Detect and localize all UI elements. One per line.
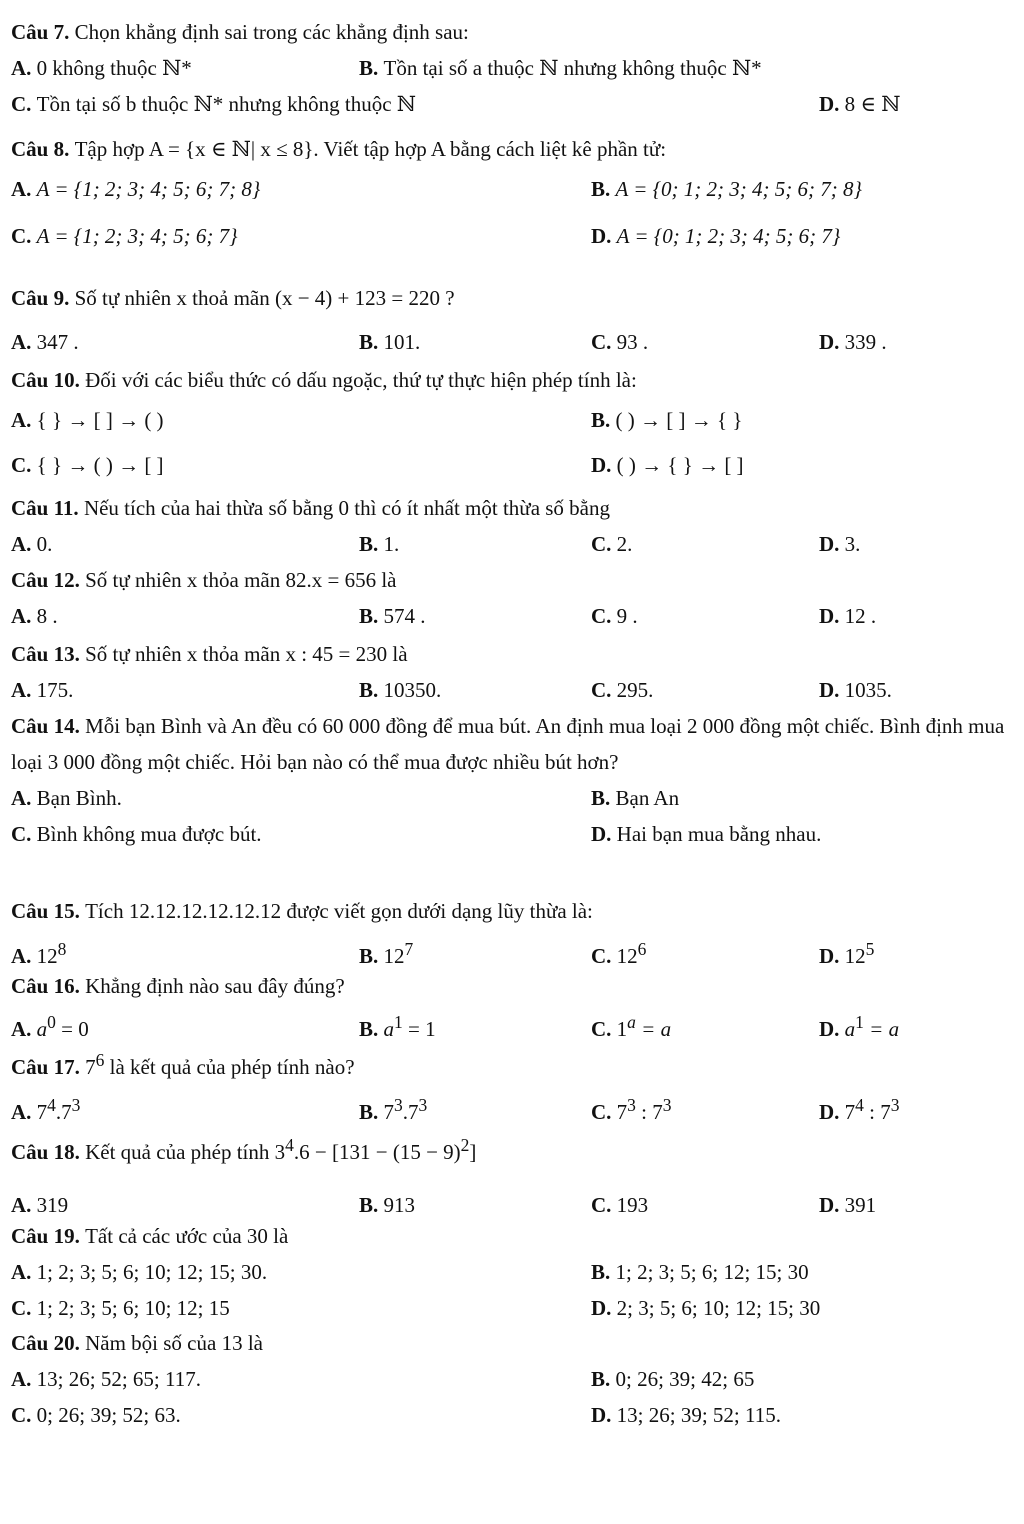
options-row	[11, 50, 1010, 86]
question-19-text	[11, 1218, 1010, 1254]
options-row	[11, 931, 1010, 967]
power-base: 7	[880, 1100, 891, 1124]
power-base: 7	[616, 1100, 628, 1124]
power-exponent: 6	[637, 939, 647, 959]
option-c[interactable]	[591, 324, 648, 360]
option-text: 0 không thuộc ℕ*	[36, 56, 192, 80]
option-c[interactable]	[591, 526, 632, 562]
option-letter: B.	[359, 330, 379, 354]
option-d[interactable]	[591, 1397, 781, 1433]
power-base: 12	[616, 944, 638, 968]
option-letter: A.	[11, 1100, 32, 1124]
option-c[interactable]	[11, 447, 164, 483]
option-text: A = {1; 2; 3; 4; 5; 6; 7}	[36, 224, 238, 248]
option-c[interactable]	[11, 218, 238, 254]
option-letter: D.	[819, 1193, 840, 1217]
power-base: a	[844, 1017, 856, 1041]
power-base: 12	[36, 944, 58, 968]
question-7	[11, 14, 1010, 122]
power-base: 1	[616, 1017, 628, 1041]
option-letter: D.	[591, 224, 612, 248]
option-c[interactable]	[11, 1397, 181, 1433]
option-letter: C.	[591, 1017, 612, 1041]
option-text: = a	[863, 1017, 900, 1041]
option-a[interactable]	[11, 1361, 201, 1397]
question-stem: Số tự nhiên x thoả mãn (x − 4) + 123 = 220 ?	[74, 286, 455, 310]
options-row	[11, 324, 1010, 360]
operator: :	[635, 1100, 653, 1124]
option-d[interactable]	[591, 816, 821, 852]
power-exponent: 3	[71, 1095, 81, 1115]
expression-part: ]	[469, 1140, 477, 1164]
options-row	[11, 1290, 1010, 1326]
power-exponent: 3	[418, 1095, 428, 1115]
power-exponent: 7	[404, 939, 414, 959]
option-letter: C.	[11, 224, 32, 248]
option-letter: B.	[591, 408, 611, 432]
option-b[interactable]	[591, 402, 742, 438]
option-b[interactable]	[359, 1004, 436, 1047]
option-letter: A.	[11, 604, 32, 628]
option-text: 9 .	[616, 604, 638, 628]
option-letter: D.	[591, 453, 612, 477]
question-stem: Năm bội số của 13 là	[85, 1331, 263, 1355]
option-d[interactable]	[819, 672, 892, 708]
option-letter: D.	[819, 604, 840, 628]
option-b[interactable]	[359, 1087, 427, 1130]
option-text: 93 .	[616, 330, 649, 354]
power-base: 12	[383, 944, 405, 968]
power-exponent: 5	[865, 939, 875, 959]
option-letter: A.	[11, 1367, 32, 1391]
option-text: 0; 26; 39; 52; 63.	[36, 1403, 181, 1427]
power-exponent: 6	[95, 1050, 105, 1070]
option-letter: A.	[11, 1193, 32, 1217]
option-text: ( ) → [ ] → { }	[615, 408, 743, 432]
option-text: { } → [ ] → ( )	[36, 408, 164, 432]
option-a[interactable]	[11, 402, 164, 438]
option-letter: B.	[359, 678, 379, 702]
option-letter: A.	[11, 1017, 32, 1041]
option-text: 10350.	[383, 678, 442, 702]
power-base: 7	[61, 1100, 72, 1124]
option-c[interactable]	[11, 1290, 230, 1326]
question-number: Câu 18.	[11, 1140, 80, 1164]
options-row	[11, 86, 1010, 122]
option-text: { } → ( ) → [ ]	[36, 453, 164, 477]
question-number: Câu 11.	[11, 496, 79, 520]
option-b[interactable]	[359, 598, 426, 634]
question-stem: Mỗi bạn Bình và An đều có 60 000 đồng để mua bút. An định mua loại 2 000 đồng một chiếc. Bình định mua loại 3 000 đồng một chiếc. Hỏi bạn nào có thể mua được nhiều bút hơn?	[11, 714, 1005, 774]
power-exponent: 1	[855, 1012, 864, 1032]
question-13	[11, 636, 1010, 708]
option-d[interactable]	[819, 526, 860, 562]
option-letter: C.	[11, 453, 32, 477]
option-letter: C.	[591, 944, 612, 968]
option-a[interactable]	[11, 171, 260, 207]
options-row	[11, 1361, 1010, 1397]
option-text: 1; 2; 3; 5; 6; 12; 15; 30	[615, 1260, 809, 1284]
question-8	[11, 131, 1010, 254]
option-letter: D.	[819, 330, 840, 354]
power-exponent: a	[627, 1012, 636, 1032]
options-row	[11, 447, 1010, 483]
options-row	[11, 1397, 1010, 1433]
option-a[interactable]	[11, 1254, 267, 1290]
option-c[interactable]	[591, 598, 638, 634]
question-7-text	[11, 14, 1010, 50]
power-exponent: 3	[394, 1095, 403, 1115]
options-row	[11, 780, 1010, 816]
option-c[interactable]	[11, 86, 416, 122]
option-text: A = {0; 1; 2; 3; 4; 5; 6; 7}	[616, 224, 841, 248]
option-a[interactable]	[11, 598, 58, 634]
option-text: 3.	[844, 532, 861, 556]
option-text: 0; 26; 39; 42; 65	[615, 1367, 755, 1391]
option-b[interactable]	[591, 171, 862, 207]
option-text: 319	[36, 1193, 69, 1217]
option-d[interactable]	[819, 1004, 899, 1047]
power-base: a	[383, 1017, 395, 1041]
option-letter: D.	[591, 1403, 612, 1427]
power-exponent: 4	[855, 1095, 864, 1115]
option-letter: B.	[591, 1367, 611, 1391]
question-number: Câu 14.	[11, 714, 80, 738]
option-text: A = {0; 1; 2; 3; 4; 5; 6; 7; 8}	[615, 177, 862, 201]
power-base: 7	[652, 1100, 663, 1124]
power-base: a	[36, 1017, 48, 1041]
option-letter: A.	[11, 56, 32, 80]
question-15	[11, 893, 1010, 967]
option-text: = a	[635, 1017, 672, 1041]
option-text: Hai bạn mua bằng nhau.	[616, 822, 822, 846]
question-stem: Đối với các biểu thức có dấu ngoặc, thứ tự thực hiện phép tính là:	[85, 368, 637, 392]
option-letter: C.	[591, 604, 612, 628]
option-b[interactable]	[591, 1361, 754, 1397]
option-letter: C.	[591, 1100, 612, 1124]
question-stem: Chọn khẳng định sai trong các khẳng định sau:	[74, 20, 469, 44]
option-b[interactable]	[359, 324, 420, 360]
option-b[interactable]	[359, 526, 399, 562]
question-13-text	[11, 636, 1010, 672]
power-exponent: 4	[47, 1095, 56, 1115]
operator: .	[402, 1100, 409, 1124]
question-number: Câu 20.	[11, 1331, 80, 1355]
option-letter: D.	[819, 678, 840, 702]
question-12-text	[11, 562, 1010, 598]
option-c[interactable]	[11, 816, 262, 852]
expression	[274, 1135, 477, 1164]
question-18-text	[11, 1127, 1010, 1170]
option-text: Bình không mua được bút.	[36, 822, 262, 846]
option-text: 175.	[36, 678, 74, 702]
question-stem: Số tự nhiên x thỏa mãn x : 45 = 230 là	[85, 642, 408, 666]
option-letter: B.	[591, 786, 611, 810]
expression-part: .6 − [131 − (15 − 9)	[293, 1140, 461, 1164]
option-text: 0.	[36, 532, 53, 556]
options-row	[11, 672, 1010, 708]
question-14-text	[11, 708, 1010, 780]
option-d[interactable]	[591, 218, 840, 254]
question-16-text	[11, 968, 1010, 1004]
option-text: 12 .	[844, 604, 877, 628]
options-row	[11, 218, 1010, 254]
option-b[interactable]	[359, 50, 762, 86]
option-b[interactable]	[591, 1254, 809, 1290]
option-text: 574 .	[383, 604, 426, 628]
power-exponent: 3	[890, 1095, 900, 1115]
option-letter: C.	[11, 92, 32, 116]
option-letter: B.	[359, 56, 379, 80]
question-9	[11, 280, 1010, 360]
question-number: Câu 10.	[11, 368, 80, 392]
question-14	[11, 708, 1010, 852]
option-c[interactable]	[591, 1004, 671, 1047]
question-18	[11, 1127, 1010, 1223]
options-row	[11, 171, 1010, 207]
option-d[interactable]	[819, 598, 876, 634]
question-number: Câu 7.	[11, 20, 70, 44]
question-17-text	[11, 1042, 1010, 1085]
option-letter: C.	[591, 678, 612, 702]
power-exponent: 3	[627, 1095, 636, 1115]
option-letter: B.	[359, 1193, 379, 1217]
option-letter: D.	[591, 822, 612, 846]
question-number: Câu 9.	[11, 286, 70, 310]
options-row	[11, 816, 1010, 852]
power-base: 12	[844, 944, 866, 968]
option-letter: A.	[11, 330, 32, 354]
option-b[interactable]	[591, 780, 679, 816]
option-text: 1035.	[844, 678, 892, 702]
option-text: 193	[616, 1193, 649, 1217]
option-a[interactable]	[11, 1087, 80, 1130]
option-a[interactable]	[11, 672, 73, 708]
option-letter: D.	[819, 944, 840, 968]
power-base: 3	[274, 1140, 286, 1164]
question-stem: Tất cả các ước của 30 là	[85, 1224, 289, 1248]
option-d[interactable]	[819, 324, 887, 360]
option-letter: B.	[359, 944, 379, 968]
option-text: 391	[844, 1193, 877, 1217]
option-d[interactable]	[819, 1087, 900, 1130]
question-12	[11, 562, 1010, 634]
question-20-text	[11, 1325, 1010, 1361]
option-letter: D.	[819, 1017, 840, 1041]
option-letter: A.	[11, 1260, 32, 1284]
option-letter: B.	[359, 604, 379, 628]
option-text: 339 .	[844, 330, 887, 354]
option-letter: C.	[591, 330, 612, 354]
question-17	[11, 1042, 1010, 1123]
option-text: A = {1; 2; 3; 4; 5; 6; 7; 8}	[36, 177, 261, 201]
power-exponent: 2	[460, 1135, 470, 1155]
option-letter: C.	[11, 1403, 32, 1427]
options-row	[11, 526, 1010, 562]
option-text: 2; 3; 5; 6; 10; 12; 15; 30	[616, 1296, 821, 1320]
option-d[interactable]	[591, 1290, 820, 1326]
power-base: 7	[85, 1055, 96, 1079]
option-text: 8 .	[36, 604, 58, 628]
option-b[interactable]	[359, 672, 441, 708]
option-text: 13; 26; 52; 65; 117.	[36, 1367, 201, 1391]
question-11-text	[11, 490, 1010, 526]
power-exponent: 1	[394, 1012, 403, 1032]
option-letter: B.	[359, 1017, 379, 1041]
option-c[interactable]	[591, 1087, 672, 1130]
option-letter: A.	[11, 408, 32, 432]
options-row	[11, 598, 1010, 634]
power-exponent: 4	[285, 1135, 294, 1155]
option-letter: B.	[591, 177, 611, 201]
options-row	[11, 1254, 1010, 1290]
option-letter: D.	[819, 92, 840, 116]
question-number: Câu 16.	[11, 974, 80, 998]
options-row	[11, 402, 1010, 438]
option-letter: A.	[11, 532, 32, 556]
power-exponent: 8	[57, 939, 67, 959]
option-text: 101.	[383, 330, 421, 354]
option-text: 1; 2; 3; 5; 6; 10; 12; 15; 30.	[36, 1260, 268, 1284]
question-number: Câu 17.	[11, 1055, 80, 1079]
question-20	[11, 1325, 1010, 1433]
option-letter: A.	[11, 786, 32, 810]
power-exponent: 3	[662, 1095, 672, 1115]
question-number: Câu 8.	[11, 137, 70, 161]
option-letter: C.	[11, 1296, 32, 1320]
option-a[interactable]	[11, 1004, 89, 1047]
option-text: Tồn tại số b thuộc ℕ* nhưng không thuộc ℕ	[36, 92, 416, 116]
options-row	[11, 1087, 1010, 1123]
option-text: = 0	[55, 1017, 89, 1041]
option-text: 13; 26; 39; 52; 115.	[616, 1403, 781, 1427]
option-text: Bạn An	[615, 786, 680, 810]
option-d[interactable]	[819, 86, 900, 122]
option-letter: B.	[591, 1260, 611, 1284]
option-text: 347 .	[36, 330, 79, 354]
option-a[interactable]	[11, 780, 122, 816]
option-text: ( ) → { } → [ ]	[616, 453, 744, 477]
option-letter: C.	[11, 822, 32, 846]
option-letter: D.	[591, 1296, 612, 1320]
option-letter: B.	[359, 1100, 379, 1124]
question-stem: là kết quả của phép tính nào?	[104, 1055, 355, 1079]
question-16	[11, 968, 1010, 1040]
power-base: 7	[383, 1100, 395, 1124]
operator: :	[863, 1100, 881, 1124]
question-19	[11, 1218, 1010, 1326]
options-row	[11, 1004, 1010, 1040]
question-stem: Tích 12.12.12.12.12.12 được viết gọn dưới dạng lũy thừa là:	[85, 899, 593, 923]
option-text: Bạn Bình.	[36, 786, 122, 810]
question-stem: Khẳng định nào sau đây đúng?	[85, 974, 345, 998]
option-letter: C.	[591, 1193, 612, 1217]
question-number: Câu 13.	[11, 642, 80, 666]
question-stem: Kết quả của phép tính	[85, 1140, 270, 1164]
option-letter: C.	[591, 532, 612, 556]
option-letter: B.	[359, 532, 379, 556]
operator: .	[55, 1100, 62, 1124]
option-text: Tồn tại số a thuộc ℕ nhưng không thuộc ℕ*	[383, 56, 762, 80]
option-a[interactable]	[11, 324, 79, 360]
question-number: Câu 15.	[11, 899, 80, 923]
power-base: 7	[408, 1100, 419, 1124]
power-base: 7	[844, 1100, 856, 1124]
option-text: 1; 2; 3; 5; 6; 10; 12; 15	[36, 1296, 230, 1320]
question-15-text	[11, 893, 1010, 929]
question-8-text	[11, 131, 1010, 167]
question-stem: Tập hợp A = {x ∈ ℕ| x ≤ 8}. Viết tập hợp A bằng cách liệt kê phần tử:	[74, 137, 667, 161]
option-text: = 1	[402, 1017, 436, 1041]
option-text: 913	[383, 1193, 416, 1217]
option-text: 8 ∈ ℕ	[844, 92, 901, 116]
question-11	[11, 490, 1010, 562]
option-a[interactable]	[11, 50, 192, 86]
option-letter: D.	[819, 1100, 840, 1124]
option-letter: A.	[11, 678, 32, 702]
option-a[interactable]	[11, 526, 52, 562]
option-text: 2.	[616, 532, 633, 556]
option-letter: A.	[11, 177, 32, 201]
question-number: Câu 12.	[11, 568, 80, 592]
power-exponent: 0	[47, 1012, 56, 1032]
question-number: Câu 19.	[11, 1224, 80, 1248]
option-d[interactable]	[591, 447, 744, 483]
question-stem: Số tự nhiên x thỏa mãn 82.x = 656 là	[85, 568, 397, 592]
option-text: 295.	[616, 678, 654, 702]
question-9-text	[11, 280, 1010, 316]
option-letter: D.	[819, 532, 840, 556]
question-10	[11, 362, 1010, 483]
option-letter: A.	[11, 944, 32, 968]
question-stem: Nếu tích của hai thừa số bằng 0 thì có ít nhất một thừa số bằng	[83, 496, 611, 520]
option-text: 1.	[383, 532, 400, 556]
option-c[interactable]	[591, 672, 653, 708]
question-10-text	[11, 362, 1010, 398]
power-base: 7	[36, 1100, 48, 1124]
